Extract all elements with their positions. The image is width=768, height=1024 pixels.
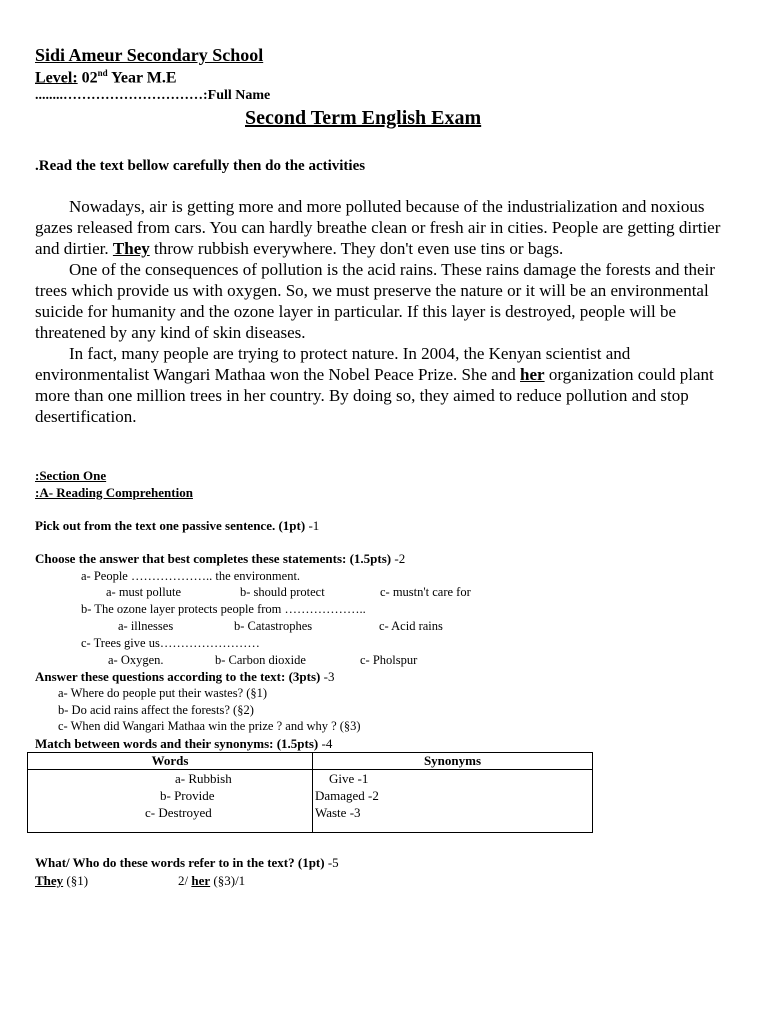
level-suffix: Year M.E [107,69,177,87]
question-4-text: Match between words and their synonyms: (1.5pts) [35,736,319,751]
paragraph-1-part-a: Nowadays, air is getting more and more polluted because of the industrialization and noxious gazes released from cars. You can hardly breathe clean or fresh air in cities. People are getting dirtier and dirtier. [35,197,721,258]
q2-c-opt2: b- Carbon dioxide [215,653,306,667]
synonym-item: Waste -3 [315,805,361,820]
word-item: c- Destroyed [145,805,212,820]
word-item: b- Provide [160,788,215,803]
q5-word-1-ref: (§1) [63,873,89,888]
paragraph-1-part-b: throw rubbish everywhere. They don't even use tins or bags. [149,239,564,258]
paragraph-3-part-a: In fact, many people are trying to protect nature. In 2004, the Kenyan scientist and environmentalist Wangari Mathaa won the Nobel Peace Prize. She and [35,344,631,384]
q2-a-opt2: b- should protect [240,585,325,599]
q2-b-opt2: b- Catastrophes [234,619,313,633]
question-2 [35,551,405,567]
question-1-num: -1 [305,518,320,533]
synonyms-cell [313,770,593,833]
synonym-item: Damaged -2 [315,788,379,803]
q2-c-opt3: c- Pholspur [360,653,418,667]
q5-word-her: her [191,873,211,888]
col-words-header: Words [28,753,313,770]
question-1-text: Pick out from the text one passive sentence. (1pt) [35,518,306,533]
q5-word-1 [35,873,88,889]
question-5-num: -5 [324,855,339,870]
words-cell [28,770,313,833]
instruction: .Read the text bellow carefully then do the activities [35,158,366,174]
q2-a-opt1: a- must pollute [106,585,181,599]
q5-word-2 [178,873,245,889]
match-table-header [28,753,593,770]
paragraph-3-part-b: organization could plant more than one million trees in her country. By doing so, they aimed to reduce pollution and stop desertification. [35,365,714,426]
exam-title: Second Term English Exam [245,107,482,129]
level-label: Level: [35,69,78,87]
match-table-row [28,770,593,833]
reading-text [35,196,735,427]
q3-b: b- Do acid rains affect the forests? (§2) [58,703,254,717]
section-subtitle: :A- Reading Comprehention [35,485,193,500]
full-name-line: ........…………………………:Full Name [35,88,271,103]
question-1 [35,518,319,534]
word-they: They [112,239,150,258]
paragraph-2: One of the consequences of pollution is the acid rains. These rains damage the forests and their trees which provide us with oxygen. So, we must preserve the nature or it will be an environmental suicide for humanity and the ozone layer in particular. If this layer is destroyed, people will be threatened by any kind of skin diseases. [35,260,715,342]
q2-b-stem: b- The ozone layer protects people from ……………….. [81,602,366,616]
q2-b-opt1: a- illnesses [118,619,174,633]
q5-word-2-ref: (§3)/1 [210,873,246,888]
level-value: 02 [77,69,98,87]
match-table [27,752,593,833]
level-line [35,68,177,87]
paragraph-1 [35,196,735,259]
paragraph-3 [35,343,735,427]
q2-a-stem: a- People ……………….. the environment. [81,569,301,583]
word-her: her [520,365,545,384]
q2-a-opt3: c- mustn't care for [380,585,471,599]
question-3 [35,669,334,685]
q5-word-2-num: 2/ [178,873,189,888]
q2-c-stem: c- Trees give us…………………… [81,636,260,650]
question-5-text: What/ Who do these words refer to in the text? (1pt) [35,855,325,870]
school-name: Sidi Ameur Secondary School [35,45,264,65]
question-2-text: Choose the answer that best completes these statements: (1.5pts) [35,551,392,566]
synonym-item: Give -1 [329,771,369,786]
q2-c-opt1: a- Oxygen. [108,653,164,667]
section-title: :Section One [35,468,107,483]
word-item: a- Rubbish [175,771,232,786]
question-2-num: -2 [391,551,406,566]
q5-word-they: They [35,873,64,888]
question-4-num: -4 [318,736,333,751]
question-3-num: -3 [320,669,335,684]
question-3-text: Answer these questions according to the text: (3pts) [35,669,321,684]
q3-a: a- Where do people put their wastes? (§1) [58,686,268,700]
question-4 [35,736,332,752]
col-synonyms-header: Synonyms [313,753,593,770]
level-sup: nd [97,68,108,78]
question-5 [35,855,339,871]
q3-c: c- When did Wangari Mathaa win the prize ? and why ? (§3) [58,719,361,733]
q2-b-opt3: c- Acid rains [379,619,443,633]
